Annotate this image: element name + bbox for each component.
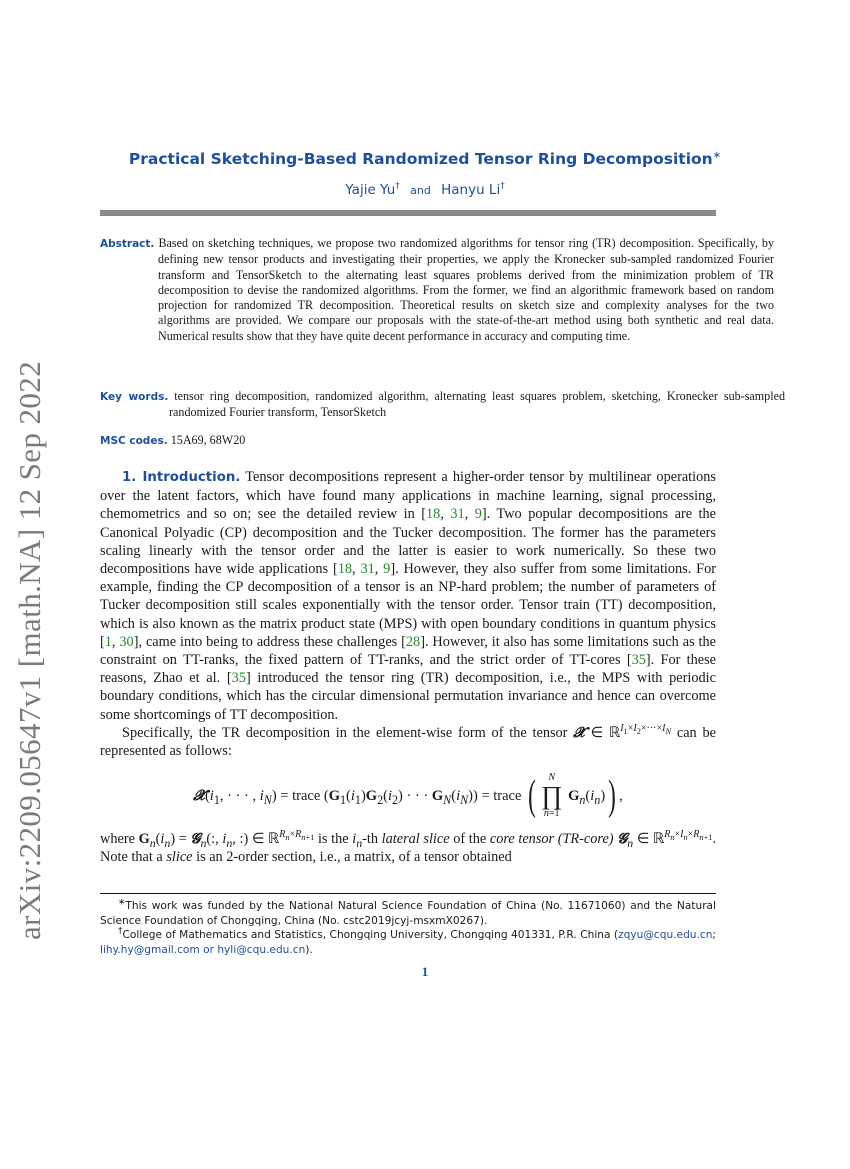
author-2-mark: † bbox=[500, 181, 505, 192]
citation-link[interactable]: 9 bbox=[474, 506, 482, 523]
citation-link[interactable]: 35 bbox=[631, 652, 646, 669]
section-heading: 1. Introduction. bbox=[122, 470, 241, 485]
keywords-label: Key words. bbox=[100, 391, 169, 403]
citation-link[interactable]: 9 bbox=[383, 561, 391, 578]
citation-link[interactable]: 18 bbox=[337, 561, 353, 578]
citation-link[interactable]: 35 bbox=[231, 670, 246, 687]
citation-link[interactable]: 31 bbox=[360, 561, 375, 578]
email-link[interactable]: zqyu@cqu.edu.cn bbox=[618, 929, 713, 942]
footnote-2: †College of Mathematics and Statistics, Chongqing University, Chongqing 401331, P.R. China (zqyu@cqu.edu.cn; lihy.hy@gmail.com or hyli@cqu.edu.cn). bbox=[100, 926, 716, 956]
title-rule bbox=[100, 210, 716, 216]
msc-text: 15A69, 68W20 bbox=[170, 433, 246, 447]
body-text bbox=[100, 468, 716, 867]
author-1-mark: † bbox=[395, 181, 400, 192]
author-list bbox=[0, 182, 850, 198]
page-number: 1 bbox=[421, 964, 429, 979]
citation-link[interactable]: 31 bbox=[450, 506, 465, 523]
paper-title bbox=[0, 150, 850, 168]
arxiv-stamp: arXiv:2209.05647v1 [math.NA] 12 Sep 2022 bbox=[12, 360, 47, 940]
keywords-text: tensor ring decomposition, randomized algorithm, alternating least squares problem, sketching, Kronecker sub-sampled randomized Fourier transform, TensorSketch bbox=[169, 389, 785, 420]
abstract-label: Abstract. bbox=[100, 238, 155, 250]
footnote-rule bbox=[100, 893, 716, 894]
author-1: Yajie Yu bbox=[345, 182, 396, 198]
footnotes bbox=[100, 899, 716, 957]
citation-link[interactable]: 18 bbox=[426, 506, 441, 523]
intro-paragraph-2: Specifically, the TR decomposition in the element-wise form of the tensor 𝓧 ∈ ℝ$^{I_1\times I_2\times\cdot\cdot\cdot\times I_N}$ can be represented as follows: bbox=[100, 723, 716, 760]
tr-equation: $𝓧(i_1$, · · · , $i_N$) = trace ($G_1(i_1)G_2(i_2)$ · · · $G_N(i_N)$) = trace ( N ∏ n=1 $G_n(i_n)$ ) , bbox=[193, 772, 623, 820]
title-text: Practical Sketching-Based Randomized Tensor Ring Decomposition bbox=[128, 150, 713, 168]
msc-codes bbox=[100, 433, 716, 449]
citation-link[interactable]: 28 bbox=[405, 633, 421, 650]
citation-link[interactable]: 30 bbox=[119, 633, 134, 650]
author-2: Hanyu Li bbox=[441, 182, 501, 198]
footnote-1: ∗This work was funded by the National Natural Science Foundation of China (No. 11671060) and the Natural Science Foundation of Chongqing, China (No. cstc2019jcyj-msxmX0267). bbox=[100, 897, 716, 927]
email-link[interactable]: hyli@cqu.edu.cn bbox=[217, 943, 306, 956]
citation-link[interactable]: 1 bbox=[104, 633, 112, 650]
author-conjunction: and bbox=[410, 184, 431, 197]
intro-paragraph-3: where $G_n(i_n)$ = 𝓖$_n$(:, $i_n$, :) ∈ ℝ$^{R_n\times R_{n+1}}$ is the $i_n-th$ lateral slice of the core tensor (TR-core) 𝓖$_n$ ∈ ℝ$^{R_n\times I_n\times R_{n+1}}$. Note that a slice is an 2-order section, i.e., a matrix, of a tensor obtained bbox=[100, 829, 717, 866]
msc-label: MSC codes. bbox=[100, 435, 168, 447]
email-link[interactable]: lihy.hy@gmail.com bbox=[100, 943, 200, 956]
intro-paragraph-1: 1. Introduction. Tensor decompositions represent a higher-order tensor by multilinear operations over the latent factors, which have found many applications in machine learning, signal processing, chemometrics and so on; see the detailed review in [18, 31, 9]. Two popular decompositions are the Canonical Polyadic (CP) decomposition and the Tucker decomposition. The former has the parameters scaling linearly with the tensor order and the latter is easier to work numerically. So these two decompositions have wide applications [18, 31, 9]. However, they also suffer from some limitations. For example, finding the CP decomposition of a tensor is an NP-hard problem; the number of parameters of Tucker decomposition still scales exponentially with the tensor order. Tensor train (TT) decomposition, which is also known as the matrix product state (MPS) with open boundary conditions in quantum physics [1, 30], came into being to address these challenges [28]. However, it also has some limitations such as the constraint on TT-ranks, the fixed pattern of TT-ranks, and the strict order of TT-cores [35]. For these reasons, Zhao et al. [35] introduced the tensor ring (TR) decomposition, i.e., the MPS with periodic boundary conditions, which has the circular dimensional permutation invariance and hence can overcome some shortcomings of TT decomposition. bbox=[100, 469, 717, 723]
keywords bbox=[100, 389, 785, 421]
title-footnote-mark: ∗ bbox=[712, 149, 722, 161]
abstract-text: Based on sketching techniques, we propose two randomized algorithms for tensor ring (TR) decomposition. Specifically, by defining new tensor products and investigating their properties, we apply the Kronecker sub-sampled randomized Fourier transform and TensorSketch to the alternating least squares problems derived from the minimization problem of TR decomposition to devise the randomized algorithms. From the former, we find an algorithmic framework based on random projection for randomized TR decomposition. Theoretical results on sketch size and complexity analyses for the two algorithms are provided. We compare our proposals with the state-of-the-art method using both synthetic and real data. Numerical results show that they have quite decent performance in accuracy and computing time. bbox=[158, 236, 775, 343]
abstract bbox=[100, 236, 774, 344]
